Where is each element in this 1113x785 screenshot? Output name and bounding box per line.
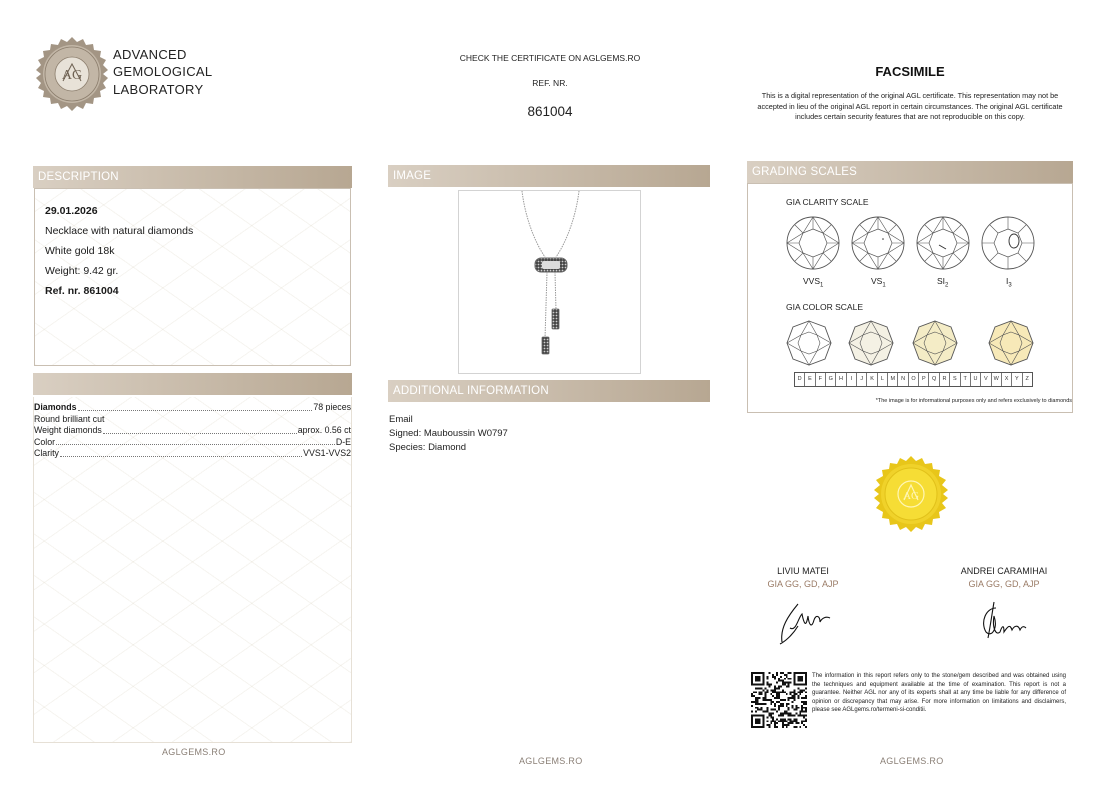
stone-row-color (34, 437, 351, 449)
stone-row-cut (34, 414, 351, 426)
footer-link-middle[interactable]: AGLGEMS.RO (519, 756, 583, 766)
additional-info-line: Species: Diamond (389, 442, 467, 453)
footer-link-left[interactable]: AGLGEMS.RO (162, 747, 226, 757)
color-diamond-icon (989, 321, 1033, 365)
ref-number: 861004 (527, 104, 573, 119)
color-grade-cell: E (804, 373, 814, 386)
logo-line-3: LABORATORY (113, 82, 204, 97)
agl-seal-icon (34, 36, 110, 112)
stone-row-label: Diamonds (34, 402, 77, 412)
color-grade-cell: L (877, 373, 887, 386)
color-grade-cell: O (908, 373, 918, 386)
stone-row-label: Weight diamonds (34, 425, 102, 435)
agl-gold-seal-icon (872, 455, 950, 533)
color-grade-cell: S (949, 373, 959, 386)
image-header: IMAGE (388, 165, 710, 187)
stone-row-clarity (34, 448, 351, 460)
color-grade-cell: W (991, 373, 1001, 386)
additional-info-header: ADDITIONAL INFORMATION (388, 380, 710, 402)
color-grade-cell: G (825, 373, 835, 386)
clarity-labels (780, 276, 1040, 290)
footer-link-right[interactable]: AGLGEMS.RO (880, 756, 944, 766)
clarity-scale-title: GIA CLARITY SCALE (786, 197, 869, 207)
agl-logo (34, 36, 234, 112)
stone-row-value: aprox. 0.56 ct (297, 425, 351, 435)
grading-scales-header: GRADING SCALES (747, 161, 1073, 183)
stone-row-value: VVS1-VVS2 (303, 448, 351, 458)
description-panel (34, 188, 351, 366)
stones-table (34, 402, 351, 460)
color-diagrams (780, 318, 1040, 368)
grading-note: *The image is for informational purposes only and refers exclusively to diamonds (875, 398, 1072, 404)
additional-info-line: Signed: Mauboussin W0797 (389, 428, 508, 439)
disclaimer-text: The information in this report refers only to the stone/gem described and was obtained using the techniques and equipment available at the time of examination. This report is not a guarantee. Neither AGL nor any of its experts shall at any time be liable for any difference of opinion or discrepancy that may arise. For more information on limitations and disclaimers, please see AGLgems.ro/termeni-si-conditii. (812, 673, 1066, 714)
color-grade-cell: Y (1011, 373, 1021, 386)
item-description: Necklace with natural diamonds (45, 225, 194, 237)
necklace-image (459, 191, 640, 373)
color-grade-cell: D (797, 376, 802, 382)
facsimile-text: This is a digital representation of the original AGL certificate. This representation may not be accepted in lieu of the original AGL report in certain circumstances. The original AGL certificate includes certain security features that are not reproducible on this copy. (757, 91, 1063, 121)
color-grade-cell: H (835, 373, 845, 386)
color-grade-cell: N (897, 373, 907, 386)
color-grade-cell: Q (928, 373, 938, 386)
ref-label: REF. NR. (532, 78, 568, 88)
color-grade-cell: V (980, 373, 990, 386)
signature-liviu-matei (776, 598, 836, 648)
color-grade-cell: X (1001, 373, 1011, 386)
clarity-diagrams (780, 213, 1040, 305)
logo-line-2: GEMOLOGICAL (113, 64, 213, 79)
color-grade-cell: J (856, 373, 866, 386)
product-image-frame (458, 190, 641, 374)
description-header: DESCRIPTION (33, 166, 352, 188)
metal-type: White gold 18k (45, 245, 115, 257)
color-grade-cell: I (846, 373, 856, 386)
logo-line-1: ADVANCED (113, 47, 187, 62)
stone-row-label: Round brilliant cut (34, 413, 105, 424)
certificate-date: 29.01.2026 (45, 205, 98, 217)
stone-row-diamonds (34, 402, 351, 414)
signatory-name: ANDREI CARAMIHAI (960, 566, 1048, 576)
clarity-label: $SI_2$ (937, 276, 949, 289)
facsimile-title: FACSIMILE (875, 64, 945, 79)
color-grade-cell: M (887, 373, 897, 386)
signature-andrei-caramihai (974, 598, 1034, 648)
clarity-label: $VS_1$ (871, 276, 886, 289)
color-diamond-icon (913, 321, 957, 365)
stone-row-weight (34, 425, 351, 437)
diamond-diagram-icon (852, 217, 904, 269)
item-ref: Ref. nr. 861004 (45, 285, 119, 297)
signatory-name: LIVIU MATEI (777, 566, 829, 576)
check-certificate-text: CHECK THE CERTIFICATE ON AGLGEMS.RO (459, 53, 641, 63)
additional-info-lines (389, 413, 508, 455)
stone-row-label: Color (34, 436, 56, 447)
additional-info-line: Email (389, 414, 413, 425)
color-grade-cell: Z (1022, 373, 1032, 386)
color-grade-cell: F (815, 373, 825, 386)
svg-text:AG: AG (61, 68, 83, 83)
clarity-label: $VVS_1$ (803, 276, 824, 289)
color-diamond-icon (849, 321, 893, 365)
qr-code-icon[interactable] (751, 672, 807, 728)
color-scale-title: GIA COLOR SCALE (786, 302, 863, 312)
signatory-title: GIA GG, GD, AJP (767, 579, 839, 589)
diamond-diagram-icon (917, 217, 969, 269)
color-grade-cell: K (866, 373, 876, 386)
item-weight: Weight: 9.42 gr. (45, 265, 119, 277)
stone-row-value: D-E (335, 436, 351, 447)
diamond-diagram-icon (787, 217, 839, 269)
color-grade-cell: R (939, 373, 949, 386)
svg-text:AG: AG (903, 490, 919, 502)
color-grade-scale (794, 372, 1033, 387)
diamond-diagram-icon (982, 217, 1034, 269)
stone-row-label: Clarity (34, 448, 59, 458)
clarity-label: $I_3$ (1006, 276, 1012, 289)
stones-header (33, 373, 352, 395)
color-diamond-icon (787, 321, 831, 365)
stone-row-value: 78 pieces (313, 402, 351, 412)
signatory-title: GIA GG, GD, AJP (968, 579, 1040, 589)
color-grade-cell: P (918, 373, 928, 386)
color-grade-cell: T (960, 373, 970, 386)
color-grade-cell: U (970, 373, 980, 386)
